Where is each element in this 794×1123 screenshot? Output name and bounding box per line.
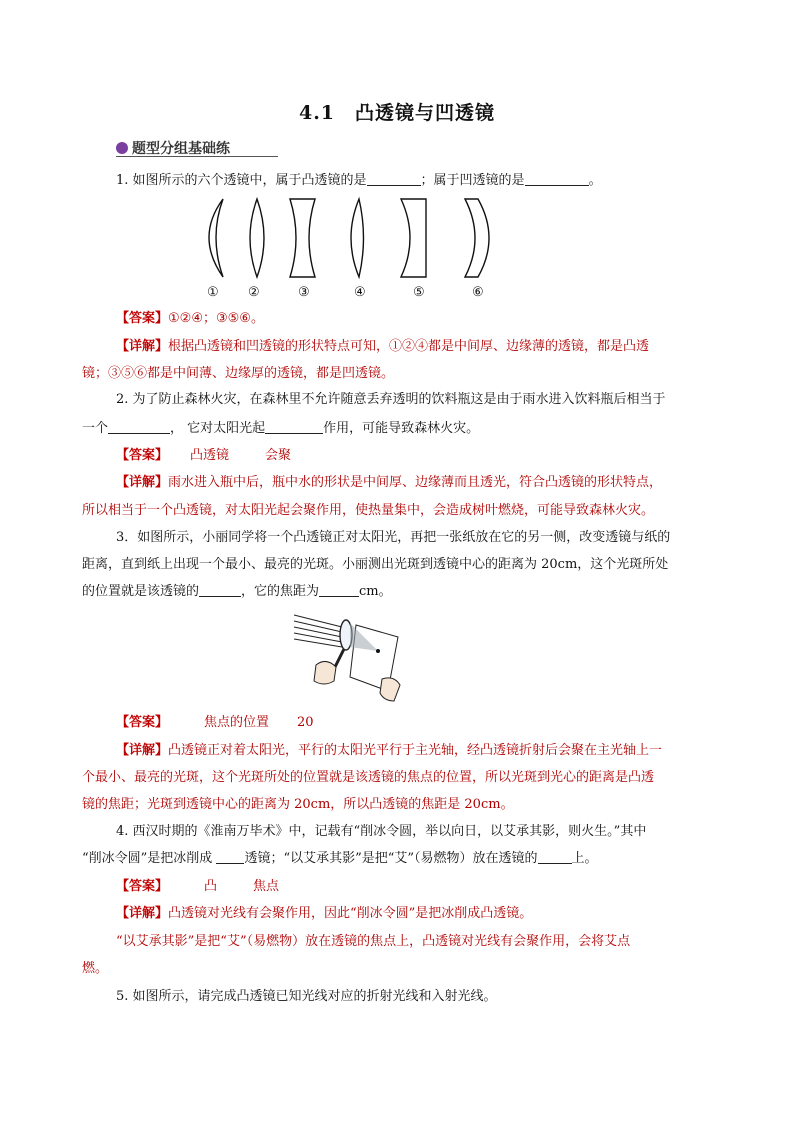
q3-line-1: 3．如图所示，小丽同学将一个凸透镜正对太阳光，再把一张纸放在它的另一侧，改变透镜与纸的: [116, 530, 671, 545]
lens-label-2: ②: [248, 285, 260, 300]
answer-tag: 【答案】: [116, 448, 169, 463]
q4-text-c: 上。: [571, 851, 598, 866]
q1-text-c: 。: [588, 173, 602, 188]
lens-3-biconcave: [290, 199, 315, 277]
q3-detail-line-3: 镜的焦距；光斑到透镜中心的距离为 20cm，所以凸透镜的焦距是 20cm。: [82, 797, 514, 812]
q1-detail-1: 根据凸透镜和凹透镜的形状特点可知，①②④都是中间厚、边缘薄的透镜，都是凸透: [168, 339, 650, 354]
page-title: 4.1 凸透镜与凹透镜: [298, 102, 496, 124]
q5-line-1: 5. 如图所示，请完成凸透镜已知光线对应的折射光线和入射光线。: [116, 989, 497, 1004]
q2-text-c: 作用，可能导致森林火灾。: [323, 421, 480, 436]
q2-answer-2: 会聚: [265, 448, 292, 463]
q4-text-a: “削冰令圆”是把冰削成: [82, 851, 217, 866]
q1-detail-line-2: 镜；③⑤⑥都是中间薄、边缘厚的透镜，都是凹透镜。: [82, 366, 395, 381]
q1-detail-line-1: [116, 333, 649, 360]
q3-answer-1: 焦点的位置: [204, 715, 270, 730]
sun-lens-paper-figure: [290, 605, 410, 705]
answer-tag: 【答案】: [116, 715, 169, 730]
answer-tag: 【答案】: [116, 311, 169, 326]
q4-blank-1[interactable]: [216, 849, 244, 864]
q4-line-1: 4. 西汉时期的《淮南万毕术》中，记载有“削冰令圆，举以向日，以艾承其影，则火生。”其中: [116, 824, 647, 839]
lens-figure: [195, 195, 505, 285]
q2-detail-line-1: [116, 469, 662, 496]
q2-detail-line-2: 所以相当于一个凸透镜，对太阳光起会聚作用，使热量集中，会造成树叶燃烧，可能导致森林火灾。: [82, 503, 655, 518]
q3-text-a: 的位置就是该透镜的: [82, 584, 200, 599]
q3-line-3: [82, 578, 392, 605]
q4-detail-line-1: [116, 900, 532, 927]
q4-detail-line-3: 燃。: [82, 961, 109, 976]
lens-4-convex-meniscus: [351, 199, 364, 277]
lens-label-1: ①: [207, 285, 219, 300]
section-header: [116, 138, 230, 158]
bullet-icon: [116, 142, 128, 154]
lens-label-5: ⑤: [413, 285, 425, 300]
q4-detail-1: 凸透镜对光线有会聚作用，因此“削冰令圆”是把冰削成凸透镜。: [168, 906, 533, 921]
q2-line-1: 2. 为了防止森林火灾，在森林里不允许随意丢弃透明的饮料瓶这是由于雨水进入饮料瓶后相当于: [116, 392, 666, 407]
q1-text-b: ；属于凹透镜的是: [420, 173, 525, 188]
q3-detail-line-2: 个最小、最亮的光斑，这个光斑所处的位置就是该透镜的焦点的位置，所以光斑到光心的距离是凸透: [82, 770, 655, 785]
q1-text-a: 1. 如图所示的六个透镜中，属于凸透镜的是: [116, 173, 367, 188]
hand-left: [314, 661, 336, 684]
q2-line-2: [82, 415, 479, 442]
q1-answer: [116, 305, 264, 332]
q3-text-c: cm。: [359, 584, 392, 599]
detail-tag: 【详解】: [116, 339, 169, 354]
q1-blank-2[interactable]: [525, 171, 589, 186]
focal-spot: [376, 649, 380, 653]
detail-tag: 【详解】: [116, 743, 169, 758]
q3-blank-2[interactable]: [319, 582, 359, 597]
q2-text-b: ， 它对太阳光起: [170, 421, 266, 436]
q1-blank-1[interactable]: [367, 171, 421, 186]
detail-tag: 【详解】: [116, 906, 169, 921]
hand-right: [380, 678, 400, 701]
q3-line-2: 距离，直到纸上出现一个最小、最亮的光斑。小丽测出光斑到透镜中心的距离为 20cm，这个光斑所处: [82, 557, 669, 572]
q4-detail-line-2: “以艾承其影”是把“艾”（易燃物）放在透镜的焦点上，凸透镜对光线有会聚作用，会将艾点: [116, 934, 631, 949]
q3-detail-line-1: [116, 737, 662, 764]
q3-answer: [116, 709, 314, 736]
q2-answer-1: 凸透镜: [190, 448, 230, 463]
lens-label-6: ⑥: [472, 285, 484, 300]
q4-blank-2[interactable]: [538, 849, 572, 864]
q3-text-b: ，它的焦距为: [241, 584, 320, 599]
section-underline: [116, 156, 278, 157]
lens-6-concave-meniscus: [465, 199, 489, 277]
q2-detail-1: 雨水进入瓶中后，瓶中水的形状是中间厚、边缘薄而且透光，符合凸透镜的形状特点，: [168, 475, 663, 490]
detail-tag: 【详解】: [116, 475, 169, 490]
answer-tag: 【答案】: [116, 879, 169, 894]
lens-1-plano-convex: [209, 199, 223, 277]
q2-text-a: 一个: [82, 421, 109, 436]
q4-answer: [116, 873, 279, 900]
q4-text-b: 透镜；“以艾承其影”是把“艾”（易燃物）放在透镜的: [244, 851, 538, 866]
q2-blank-1[interactable]: [108, 419, 170, 434]
q2-answer: [116, 442, 291, 469]
q3-detail-1: 凸透镜正对着太阳光，平行的太阳光平行于主光轴，经凸透镜折射后会聚在主光轴上一: [168, 743, 663, 758]
q3-answer-2: 20: [297, 715, 314, 730]
lens-5-plano-concave: [401, 199, 426, 277]
q1-answer-text: ①②④；③⑤⑥。: [168, 311, 264, 326]
lens-label-4: ④: [354, 285, 366, 300]
lens-2-biconvex: [250, 199, 264, 277]
q4-answer-1: 凸: [204, 879, 218, 894]
q4-answer-2: 焦点: [253, 879, 280, 894]
lens-label-3: ③: [298, 285, 310, 300]
q4-line-2: [82, 845, 598, 872]
q1-question: [116, 167, 602, 194]
q3-blank-1[interactable]: [199, 582, 241, 597]
q2-blank-2[interactable]: [265, 419, 323, 434]
section-label: 题型分组基础练: [132, 141, 230, 157]
